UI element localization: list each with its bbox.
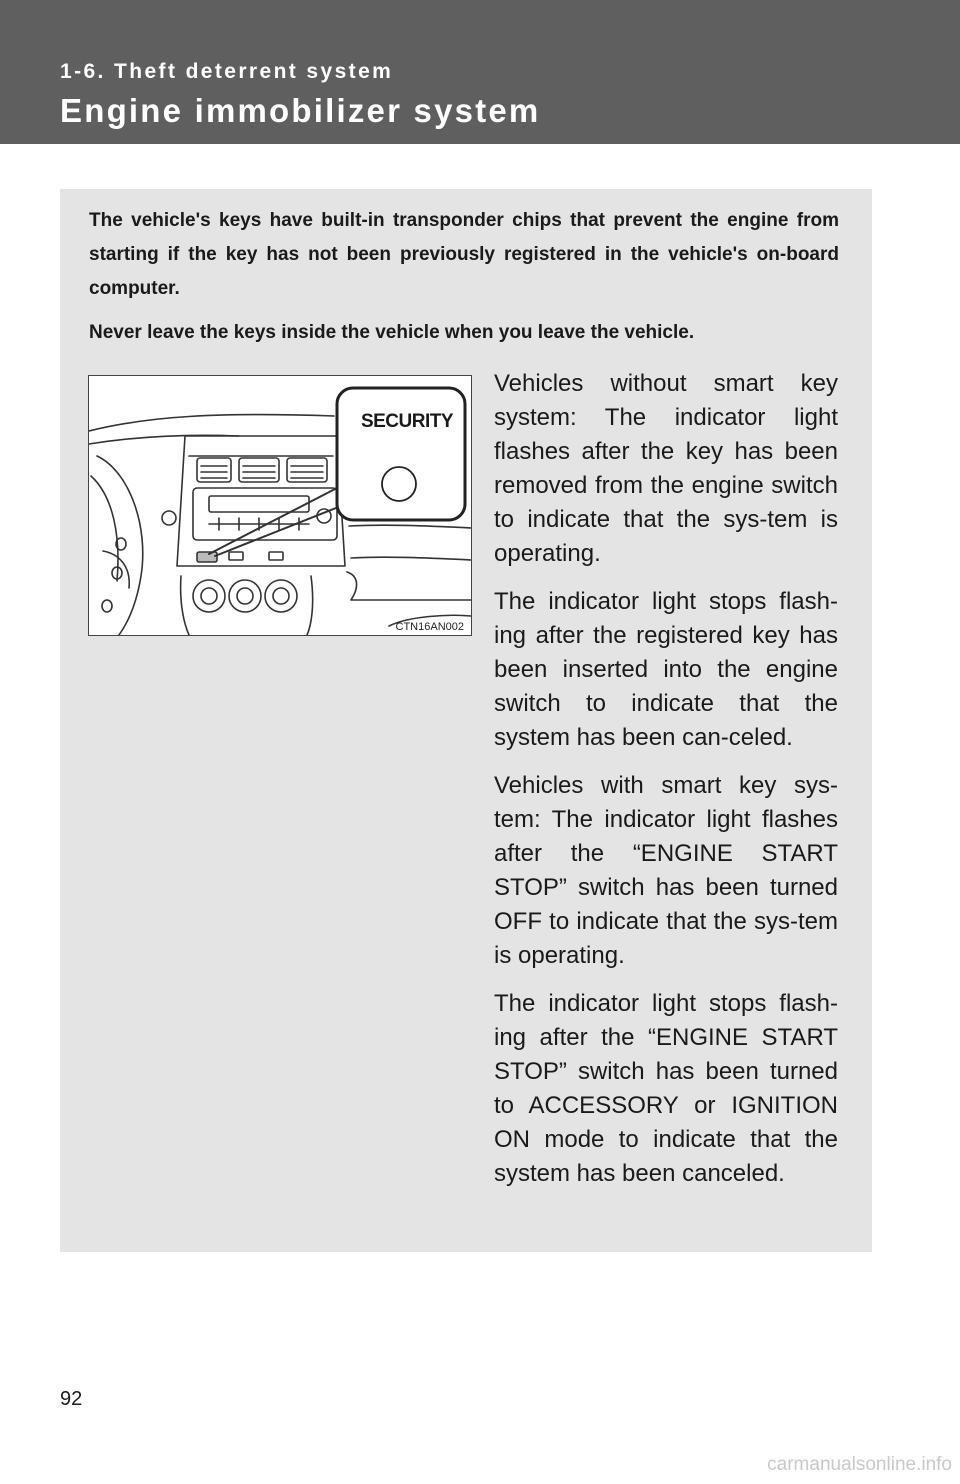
paragraph-accessory-ignition: The indicator light stops flash-ing after the “ENGINE START STOP” switch has been turned to ACCESSORY or IGNITION ON mode to indicate that the system has been canceled.: [494, 990, 838, 1187]
page-title: Engine immobilizer system: [60, 92, 541, 129]
page-number: 92: [60, 1388, 83, 1410]
warning-paragraph: Never leave the keys inside the vehicle when you leave the vehicle.: [89, 322, 695, 343]
figure-code: CTN16AN002: [395, 621, 464, 633]
paragraph-with-smart-key: Vehicles with smart key sys-tem: The indicator light flashes after the “ENGINE START STOP” switch has been turned OFF to indicate that the sys-tem is operating.: [494, 772, 838, 969]
intro-paragraph: The vehicle's keys have built-in transponder chips that prevent the engine from starting if the key has not been previously registered in the vehicle's on-board computer.: [89, 210, 839, 299]
paragraph-without-smart-key: Vehicles without smart key system: The indicator light flashes after the key has been removed from the engine switch to indicate that the sys-tem is operating.: [494, 370, 838, 567]
watermark: carmanualsonline.info: [767, 1454, 952, 1475]
body-text: [494, 367, 838, 1205]
section-label: 1-6. Theft deterrent system: [60, 60, 394, 83]
paragraph-registered-key: The indicator light stops flash-ing after the registered key has been inserted into the engine switch to indicate that the system has been can-celed.: [494, 588, 838, 751]
dashboard-illustration: [88, 375, 472, 636]
chapter-header: [0, 0, 960, 144]
security-callout-label: SECURITY: [360, 411, 454, 432]
